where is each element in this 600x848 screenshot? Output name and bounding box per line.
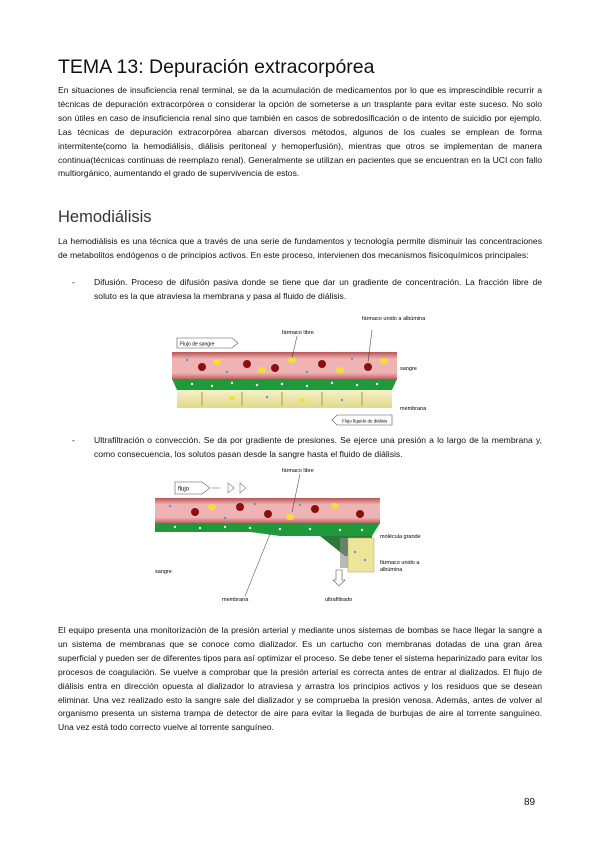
membrane-band bbox=[172, 379, 397, 390]
large-molecule-label: molécula grande bbox=[380, 534, 421, 540]
blood-flow-label: Flujo de sangre bbox=[180, 341, 215, 348]
bound-drug-label-line1: fármaco unido a bbox=[380, 560, 420, 566]
ultrafiltration-diagram bbox=[150, 462, 450, 610]
bound-drug-label-line2: albúmina bbox=[380, 567, 403, 573]
bullet-text: Difusión. Proceso de difusión pasiva donde se tiene que dar un gradiente de concentración. La fracción libre de soluto es la que atraviesa la membrana y pasa al fluido de diálisis. bbox=[94, 277, 542, 301]
dialysate-channel bbox=[177, 390, 392, 408]
membrane-label: membrana bbox=[222, 597, 249, 603]
membrane-band bbox=[155, 523, 380, 536]
section-intro-paragraph: La hemodiálisis es una técnica que a través de una serie de fundamentos y tecnología permite disminuir las concentraciones de metabolitos endógenos o de principios activos. En este proceso, intervienen dos mecanismos fisicoquímicos principales: bbox=[58, 236, 542, 260]
bullet-dash: - bbox=[72, 435, 75, 445]
dialysate-flow-label: Flujo líquido de diálisis bbox=[342, 418, 388, 424]
closing-paragraph: El equipo presenta una monitorización de la presión arterial y mediante unos sistemas de bombas se hace llegar la sangre a un sistema de membranas que se conoce como dializador. Es un cartucho con membranas dotadas de una gran área superficial y pueden ser de diferentes tipos para así optimizar el proceso. Se debe tener el sistema heparinizado para evitar los procesos de coagulación. Se vuelve a comprobar que la presión arterial es correcta antes de entrar al dializados. El flujo de diálisis entra en dirección opuesta al dializador lo atraviesa y arrastra los principios activos y los residuos que se desean eliminar. Una vez realizado esto la sangre sale del dializador y se comprueba la presión venosa. Además, antes de volver al organismo presenta un sistema trampa de detector de aire para evitar la llegada de burbujas de aire al torrente sanguíneo. Una vez está todo correcto vuelve al torrente sanguíneo. bbox=[58, 625, 542, 733]
bullet-dash: - bbox=[72, 277, 75, 287]
bound-drug-label: fármaco unido a albúmina bbox=[362, 316, 426, 322]
diffusion-diagram bbox=[172, 312, 462, 432]
flow-chevron-3 bbox=[240, 483, 246, 493]
flow-label: flujo bbox=[178, 486, 190, 493]
membrane-label: membrana bbox=[400, 406, 427, 412]
page-title: TEMA 13: Depuración extracorpórea bbox=[58, 56, 375, 78]
page-number: 89 bbox=[524, 797, 536, 808]
membrane-leader bbox=[245, 534, 270, 596]
section-title: Hemodiálisis bbox=[58, 208, 152, 226]
ultrafiltrate-chamber bbox=[348, 538, 374, 572]
flow-chevron-2 bbox=[228, 483, 234, 493]
free-drug-label: fármaco libre bbox=[282, 330, 314, 336]
ultrafiltrate-arrow bbox=[333, 570, 345, 586]
intro-paragraph: En situaciones de insuficiencia renal terminal, se da la acumulación de medicamentos por lo que es imprescindible recurrir a técnicas de depuración extracorpórea o considerar la opción de someterse a un trasplante para evitar este suceso. No solo son útiles en caso de insuficiencia renal sino que también en casos de sobredosificación o de intento de suicidio por ejemplo. Las técnicas de depuración extracorpórea abarcan diversos métodos, algunos de los cuales se emplean de forma intermitente(como la hemodiálisis, diálisis peritoneal y hemoperfusión), mientras que otros se implementan de manera continua(técnicas continuas de reemplazo renal). Generalmente se utilizan en pacientes que se encuentran en la UCI con fallo multiorgánico, aumentando el grado de supervivencia de estos. bbox=[58, 85, 542, 179]
blood-label: sangre bbox=[155, 569, 172, 575]
blood-label: sangre bbox=[400, 366, 417, 372]
ultrafiltrate-label: ultrafiltrado bbox=[325, 597, 353, 603]
free-drug-label: fármaco libre bbox=[282, 468, 314, 474]
collector-wall bbox=[340, 538, 348, 568]
bullet-text: Ultrafiltración o convección. Se da por gradiente de presiones. Se ejerce una presión a lo largo de la membrana y, como consecuencia, los solutos pasan desde la sangre hasta el fluido de diálisis. bbox=[94, 435, 542, 459]
